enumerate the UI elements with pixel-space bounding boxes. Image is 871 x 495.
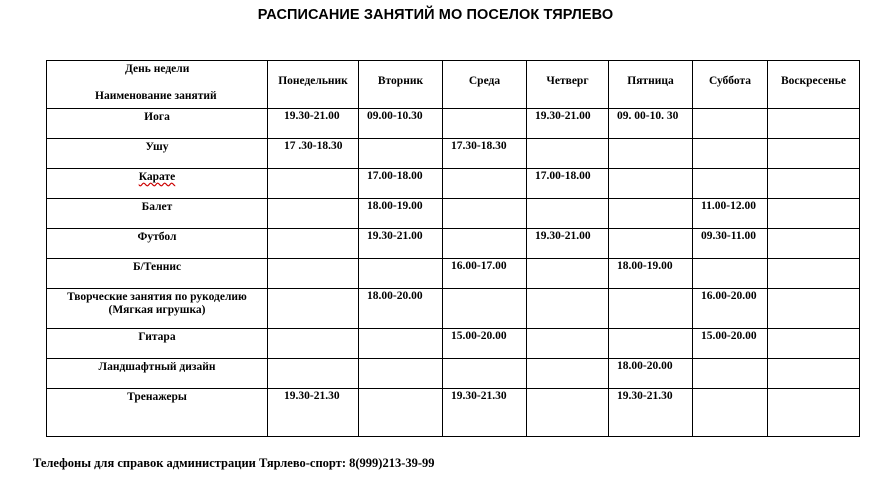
table-row (47, 109, 860, 139)
activity-name: Ландшафтный дизайн (47, 359, 268, 389)
schedule-cell (609, 139, 693, 169)
schedule-cell (268, 199, 359, 229)
schedule-cell (768, 329, 860, 359)
footer-phone: Телефоны для справок администрации Тярлево-спорт: 8(999)213-39-99 (33, 456, 435, 470)
table-row (47, 289, 860, 329)
schedule-table (46, 60, 860, 437)
page-title: РАСПИСАНИЕ ЗАНЯТИЙ МО ПОСЕЛОК ТЯРЛЕВО (257, 7, 614, 23)
schedule-cell (268, 229, 359, 259)
corner-activity-label: Наименование занятий (95, 90, 217, 102)
schedule-cell (693, 109, 768, 139)
schedule-cell: 19.30-21.00 (527, 109, 609, 139)
schedule-cell (443, 359, 527, 389)
corner-day-label: День недели (125, 63, 190, 75)
corner-header (47, 61, 268, 109)
table-row (47, 359, 860, 389)
activity-name: Футбол (47, 229, 268, 259)
schedule-cell (527, 259, 609, 289)
schedule-cell (268, 169, 359, 199)
schedule-cell (527, 359, 609, 389)
schedule-cell: 19.30-21.30 (609, 389, 693, 437)
day-header-friday: Пятница (609, 61, 693, 109)
day-header-saturday: Суббота (693, 61, 768, 109)
schedule-cell (768, 389, 860, 437)
schedule-cell (359, 139, 443, 169)
day-header-tuesday: Вторник (359, 61, 443, 109)
schedule-cell: 17.00-18.00 (527, 169, 609, 199)
schedule-cell: 19.30-21.30 (268, 389, 359, 437)
activity-name: Ушу (47, 139, 268, 169)
schedule-cell (693, 359, 768, 389)
schedule-cell: 18.00-20.00 (359, 289, 443, 329)
activity-name: Гитара (47, 329, 268, 359)
table-row (47, 389, 860, 437)
schedule-body (47, 109, 860, 437)
activity-name: Балет (47, 199, 268, 229)
schedule-cell (527, 139, 609, 169)
schedule-cell (443, 109, 527, 139)
day-header-thursday: Четверг (527, 61, 609, 109)
schedule-cell (768, 289, 860, 329)
schedule-cell: 18.00-20.00 (609, 359, 693, 389)
schedule-cell (359, 329, 443, 359)
schedule-cell (693, 139, 768, 169)
schedule-cell: 09. 00-10. 30 (609, 109, 693, 139)
schedule-cell (693, 169, 768, 199)
activity-name: Тренажеры (47, 389, 268, 437)
table-row (47, 229, 860, 259)
schedule-cell (693, 259, 768, 289)
schedule-cell (443, 229, 527, 259)
schedule-cell (693, 389, 768, 437)
schedule-cell: 16.00-17.00 (443, 259, 527, 289)
schedule-cell (609, 169, 693, 199)
table-row (47, 329, 860, 359)
schedule-cell (527, 329, 609, 359)
schedule-cell: 17 .30-18.30 (268, 139, 359, 169)
schedule-cell: 09.00-10.30 (359, 109, 443, 139)
schedule-cell (768, 259, 860, 289)
schedule-cell (527, 389, 609, 437)
schedule-cell (359, 359, 443, 389)
schedule-cell: 15.00-20.00 (443, 329, 527, 359)
schedule-cell: 17.00-18.00 (359, 169, 443, 199)
schedule-cell: 18.00-19.00 (359, 199, 443, 229)
schedule-cell (768, 169, 860, 199)
schedule-cell (768, 139, 860, 169)
activity-name: Карате (47, 169, 268, 199)
schedule-cell (609, 229, 693, 259)
schedule-cell (443, 199, 527, 229)
activity-name: Творческие занятия по рукоделию (Мягкая игрушка) (47, 289, 268, 329)
schedule-cell: 16.00-20.00 (693, 289, 768, 329)
schedule-cell: 18.00-19.00 (609, 259, 693, 289)
schedule-cell (609, 289, 693, 329)
schedule-cell: 19.30-21.00 (527, 229, 609, 259)
schedule-cell (609, 199, 693, 229)
schedule-cell (768, 229, 860, 259)
schedule-cell (359, 259, 443, 289)
schedule-cell (609, 329, 693, 359)
table-row (47, 139, 860, 169)
schedule-cell (768, 359, 860, 389)
activity-name: Иога (47, 109, 268, 139)
day-header-wednesday: Среда (443, 61, 527, 109)
schedule-cell (268, 329, 359, 359)
schedule-cell: 19.30-21.00 (359, 229, 443, 259)
header-row (47, 61, 860, 109)
schedule-cell (768, 109, 860, 139)
schedule-cell: 17.30-18.30 (443, 139, 527, 169)
schedule-cell: 09.30-11.00 (693, 229, 768, 259)
day-header-monday: Понедельник (268, 61, 359, 109)
schedule-cell (268, 259, 359, 289)
schedule-cell (527, 199, 609, 229)
table-row (47, 199, 860, 229)
schedule-cell (527, 289, 609, 329)
schedule-cell (768, 199, 860, 229)
schedule-cell (268, 359, 359, 389)
day-header-sunday: Воскресенье (768, 61, 860, 109)
activity-name: Б/Теннис (47, 259, 268, 289)
schedule-cell: 19.30-21.00 (268, 109, 359, 139)
schedule-cell: 19.30-21.30 (443, 389, 527, 437)
table-row (47, 169, 860, 199)
schedule-cell (268, 289, 359, 329)
schedule-cell: 15.00-20.00 (693, 329, 768, 359)
table-row (47, 259, 860, 289)
schedule-cell (443, 289, 527, 329)
schedule-cell: 11.00-12.00 (693, 199, 768, 229)
schedule-cell (359, 389, 443, 437)
schedule-cell (443, 169, 527, 199)
